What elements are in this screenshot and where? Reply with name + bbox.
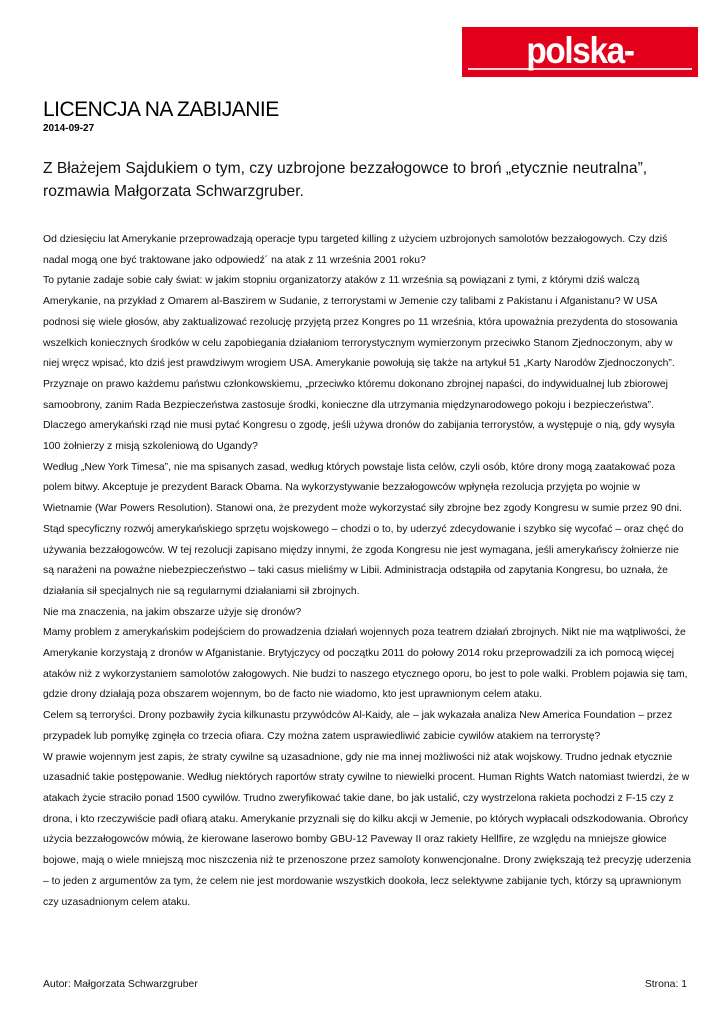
- paragraph-question-1: Od dziesięciu lat Amerykanie przeprowadzają operacje typu targeted killing z użyciem uzbrojonych samolotów bezzałogowych. Czy dziś nadal mogą one być traktowane jako odpowiedź´ na atak z 11 września 2001 roku?: [43, 234, 668, 266]
- footer-page-number: Strona: 1: [644, 979, 687, 990]
- paragraph-answer-3: Mamy problem z amerykańskim podejściem do prowadzenia działań wojennych poza teatrem działań zbrojnych. Nikt nie ma wątpliwości, że Amerykanie korzystają z dronów w Afganistanie. Brytyjczycy od początku 2011 do połowy 2014 roku przeprowadzili za ich pomocą więcej ataków niż z wykorzystaniem samolotów załogowych. Nie budzi to naszego etycznego oporu, bo jest to pole walki. Problem pojawia się tam, gdzie drony działają poza obszarem wojennym, bo de facto nie wiadomo, kto jest uprawnionym celem ataku.: [43, 627, 688, 701]
- article-title: LICENCJA NA ZABIJANIE: [43, 98, 279, 121]
- paragraph-answer-1: To pytanie zadaje sobie cały świat: w jakim stopniu organizatorzy ataków z 11 września są powiązani z tymi, z którymi dziś walczą Amerykanie, na przykład z Omarem al-Baszirem w Sudanie, z terrorystami w Jemenie czy talibami z Pakistanu i Afganistanu? W USA podnosi się wiele głosów, aby zaktualizować rezolucję przyjętą przez Kongres po 11 września, która upoważnia prezydenta do stosowania wszelkich koniecznych środków w celu zapobiegania działaniom terrorystycznym wymierzonym przeciwko Stanom Zjednoczonym, aby w niej wręcz wpisać, kto dziś jest prawdziwym wrogiem USA. Amerykanie powołują się także na artykuł 51 „Karty Narodów Zjednoczonych”. Przyznaje on prawo każdemu państwu członkowskiemu, „przeciwko któremu dokonano zbrojnej napaści, do indywidualnej lub zbiorowej samoobrony, zanim Rada Bezpieczeństwa zastosuje środki, konieczne dla utrzymania międzynarodowego pokoju i bezpieczeństwa”.: [43, 275, 678, 411]
- footer-author: Autor: Małgorzata Schwarzgruber: [43, 979, 198, 990]
- paragraph-question-3: Nie ma znaczenia, na jakim obszarze użyje się dronów?: [43, 606, 302, 618]
- logo-underline: [468, 68, 692, 70]
- article-date: 2014-09-27: [43, 123, 95, 134]
- paragraph-question-2: Dlaczego amerykański rząd nie musi pytać Kongresu o zgodę, jeśli używa dronów do zabijania terrorystów, a występuje o nią, gdy wysyła 100 żołnierzy z misją szkoleniową do Ugandy?: [43, 420, 675, 453]
- article-lead: Z Błażejem Sajdukiem o tym, czy uzbrojone bezzałogowce to broń „etycznie neutralna”, rozmawia Małgorzata Schwarzgruber.: [43, 160, 648, 200]
- paragraph-question-4: Celem są terroryści. Drony pozbawiły życia kilkunastu przywódców Al-Kaidy, ale – jak wykazała analiza New America Foundation – przez przypadek lub pomyłkę zginęła co trzecia ofiara. Czy można zatem usprawiedliwić zabicie cywilów atakiem na terrorystę?: [43, 710, 673, 742]
- article-body: [43, 230, 691, 913]
- site-logo-text: polska-zbrojna.pl: [508, 30, 652, 117]
- paragraph-answer-2: Według „New York Timesa”, nie ma spisanych zasad, według których powstaje lista celów, czyli osób, które drony mogą zaatakować poza polem bitwy. Akceptuje je prezydent Barack Obama. Na wykorzystywanie bezzałogowców wpłynęła rezolucja przyjęta po wojnie w Wietnamie (War Powers Resolution). Stanowi ona, że prezydent może wykorzystać siły zbrojne bez zgody Kongresu w sumie przez 90 dni. Stąd specyficzny rozwój amerykańskiego sprzętu wojskowego – chodzi o to, by uderzyć zdecydowanie i szybko się wycofać – oraz chęć do używania bezzałogowców. W tej rezolucji zapisano między innymi, że zgoda Kongresu nie jest wymagana, jeśli amerykańscy żołnierze nie są narażeni na poważne niebezpieczeństwo – taki casus mieliśmy w Libii. Administracja odstąpiła od zapytania Kongresu, bo uznała, że działania sił specjalnych nie są regularnymi działaniami sił zbrojnych.: [43, 461, 684, 597]
- site-logo[interactable]: [462, 27, 698, 117]
- paragraph-answer-4: W prawie wojennym jest zapis, że straty cywilne są uzasadnione, gdy nie ma innej możliwości niż atak wojskowy. Trudno jednak etycznie uzasadnić takie postępowanie. Według niektórych raportów straty cywilne to niewielki procent. Human Rights Watch natomiast twierdzi, że w atakach życie straciło ponad 1500 cywilów. Trudno zweryfikować takie dane, bo jak ustalić, czy wystrzelona rakieta pochodzi z F-15 czy z drona, i kto rzeczywiście padł ofiarą ataku. Amerykanie przyznali się do kilku akcji w Jemenie, po których wypłacali odszkodowania. Obrońcy użycia bezzałogowców mówią, że kierowane laserowo bomby GBU-12 Paveway II oraz rakiety Hellfire, ze względu na mniejsze głowice bojowe, mają o wiele mniejszą moc niszczenia niż te przenoszone przez samoloty konwencjonalne. Drony zwiększają też precyzję uderzenia – to jeden z argumentów za tym, że celem nie jest mordowanie wszystkich dookoła, lecz selektywne zabijanie tych, którzy są uprawnionym czy uzasadnionym celem ataku.: [43, 751, 691, 908]
